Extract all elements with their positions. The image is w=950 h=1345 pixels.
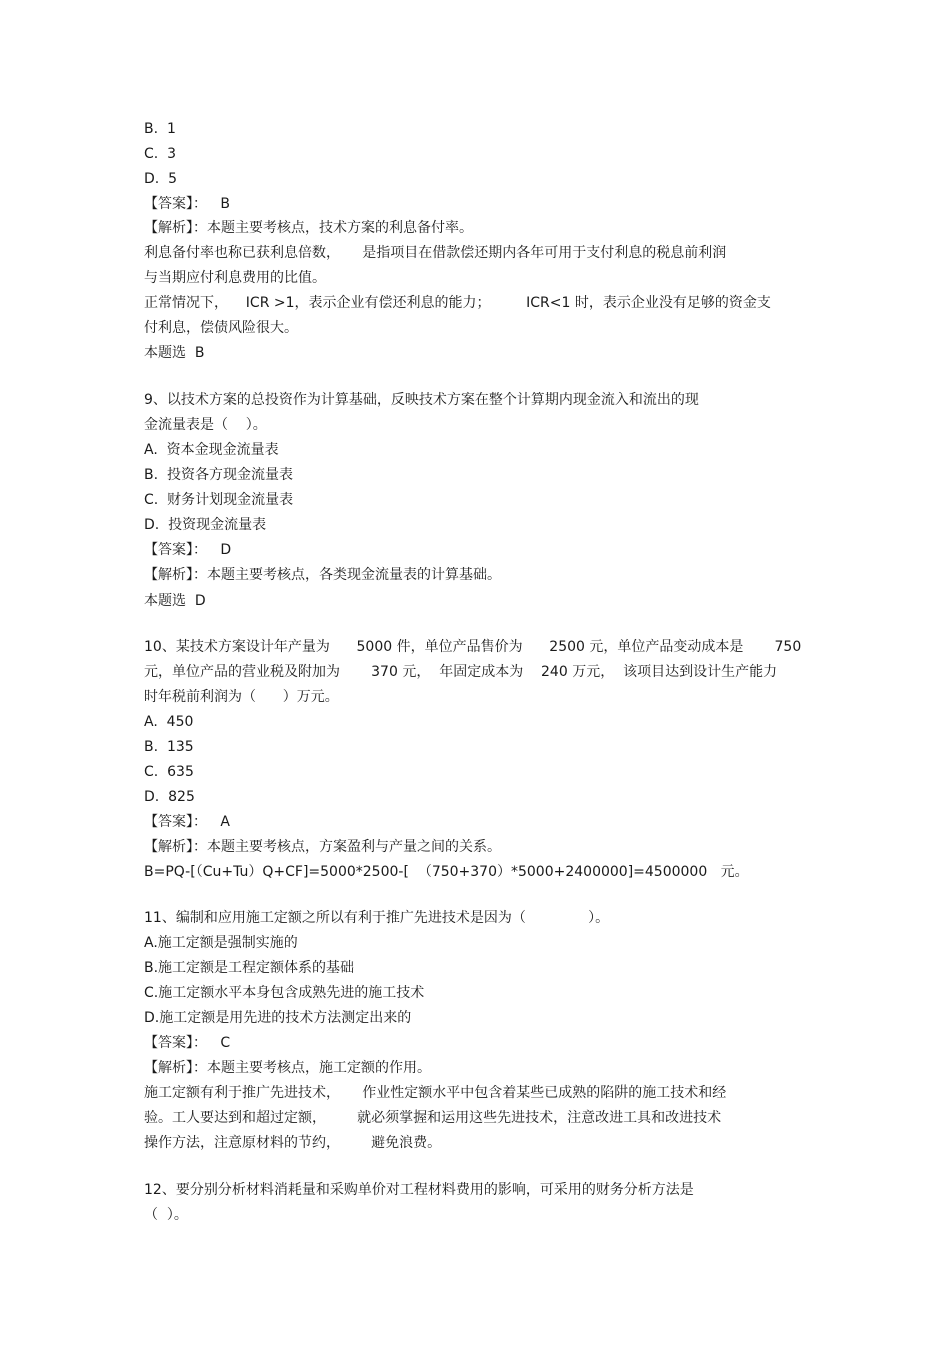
option-d-line: D. 投资现金流量表 <box>144 517 267 533</box>
analysis-text-line: 利息备付率也称已获利息倍数， 是指项目在借款偿还期内各年可用于支付利息的税息前利润 <box>144 245 727 261</box>
question-9-stem: 金流量表是（ ）。 <box>144 417 267 433</box>
question-10-stem: 10、某技术方案设计年产量为 5000 件，单位产品售价为 2500 元，单位产品变动成本是 750 <box>144 639 802 655</box>
option-c-line: C. 635 <box>144 764 194 780</box>
analysis-line: 【解析】：本题主要考核点，方案盈利与产量之间的关系。 <box>144 839 501 855</box>
option-c-line: C. 财务计划现金流量表 <box>144 492 294 508</box>
option-a-line: A.施工定额是强制实施的 <box>144 935 298 951</box>
option-a-line: A. 450 <box>144 714 194 730</box>
option-b-line: B. 投资各方现金流量表 <box>144 467 293 483</box>
question-12-stem: （ ）。 <box>144 1207 188 1223</box>
option-a-line: A. 资本金现金流量表 <box>144 442 279 458</box>
option-b-line: B. 1 <box>144 121 176 137</box>
option-d-line: D. 5 <box>144 171 178 187</box>
option-d-line: D.施工定额是用先进的技术方法测定出来的 <box>144 1010 412 1026</box>
question-12-stem: 12、要分别分析材料消耗量和采购单价对工程材料费用的影响，可采用的财务分析方法是 <box>144 1182 694 1198</box>
option-c-line: C. 3 <box>144 146 177 162</box>
answer-line: 【答案】： D <box>144 542 232 558</box>
analysis-line: 【解析】：本题主要考核点，施工定额的作用。 <box>144 1060 431 1076</box>
analysis-text-line: 操作方法，注意原材料的节约， 避免浪费。 <box>144 1135 442 1151</box>
option-b-line: B.施工定额是工程定额体系的基础 <box>144 960 355 976</box>
formula-line: B=PQ-[（Cu+Tu）Q+CF]=5000*2500-[ （750+370）*5000+2400000]=4500000 元。 <box>144 864 749 880</box>
option-b-line: B. 135 <box>144 739 194 755</box>
question-11-stem: 11、编制和应用施工定额之所以有利于推广先进技术是因为（ ）。 <box>144 910 610 926</box>
option-d-line: D. 825 <box>144 789 195 805</box>
question-10-stem: 元，单位产品的营业税及附加为 370 元， 年固定成本为 240 万元， 该项目达到设计生产能力 <box>144 664 778 680</box>
analysis-text-line: 正常情况下， ICR >1，表示企业有偿还利息的能力； ICR<1 时，表示企业没有足够的资金支 <box>144 295 771 311</box>
analysis-text-line: 与当期应付利息费用的比值。 <box>144 270 326 286</box>
question-10-stem: 时年税前利润为（ ）万元。 <box>144 689 339 705</box>
answer-line: 【答案】： C <box>144 1035 231 1051</box>
question-9-stem: 9、以技术方案的总投资作为计算基础，反映技术方案在整个计算期内现金流入和流出的现 <box>144 392 699 408</box>
answer-line: 【答案】： B <box>144 196 230 212</box>
analysis-text-line: 验。工人要达到和超过定额， 就必须掌握和运用这些先进技术，注意改进工具和改进技术 <box>144 1110 722 1126</box>
choice-line: 本题选 B <box>144 345 205 361</box>
analysis-line: 【解析】：本题主要考核点，各类现金流量表的计算基础。 <box>144 567 501 583</box>
analysis-line: 【解析】：本题主要考核点，技术方案的利息备付率。 <box>144 220 473 236</box>
choice-line: 本题选 D <box>144 593 206 609</box>
option-c-line: C.施工定额水平本身包含成熟先进的施工技术 <box>144 985 425 1001</box>
answer-line: 【答案】： A <box>144 814 230 830</box>
analysis-text-line: 付利息，偿债风险很大。 <box>144 320 298 336</box>
analysis-text-line: 施工定额有利于推广先进技术， 作业性定额水平中包含着某些已成熟的陷阱的施工技术和经 <box>144 1085 727 1101</box>
